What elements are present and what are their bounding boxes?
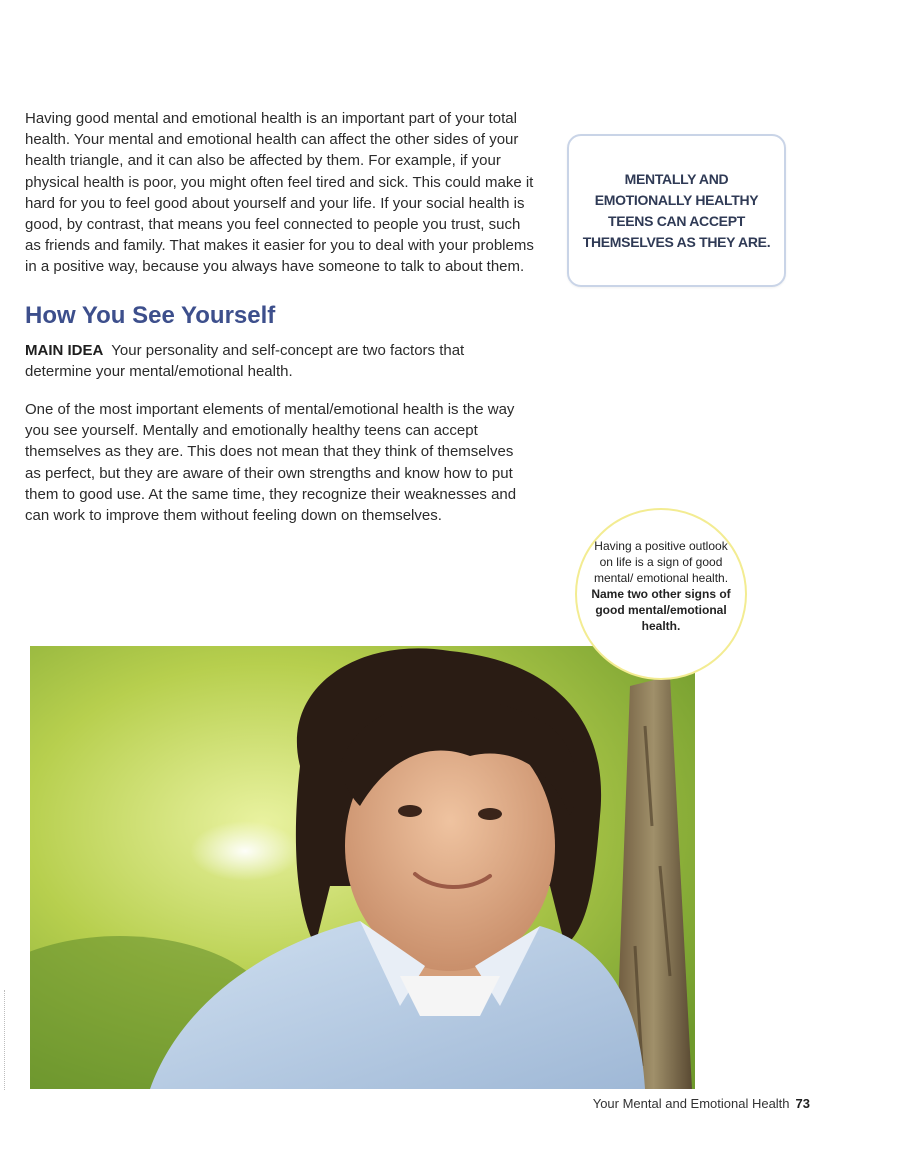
- teen-photo: [30, 646, 695, 1089]
- page-number: 73: [795, 1096, 810, 1111]
- photo-credit-rule: [4, 990, 11, 1090]
- intro-paragraph: Having good mental and emotional health is an important part of your total health. Your mental and emotional health can affect the other sides of your health triangle, and it can also be affected by them. For example, if your physical health is poor, you might often feel tired and sick. This could make it hard for you to feel good about yourself and your life. If your social health is good, by contrast, that means you feel connected to people you trust, such as friends and family. That makes it easier for you to deal with your problems in a positive way, because you always have someone to talk to about them.: [25, 110, 534, 276]
- caption-question: Name two other signs of good mental/emotional health.: [591, 587, 731, 633]
- page-footer: [593, 1096, 810, 1111]
- main-idea-label: MAIN IDEA: [25, 342, 104, 359]
- main-idea: [25, 340, 525, 382]
- pull-quote-text: MENTALLY AND EMOTIONALLY HEALTHY TEENS CAN ACCEPT THEMSELVES AS THEY ARE.: [582, 170, 771, 250]
- pull-quote-callout: [567, 134, 786, 287]
- photo-caption-bubble: [575, 508, 747, 680]
- section-heading: How You See Yourself: [25, 302, 276, 329]
- main-idea-text: Your personality and self-concept are two factors that determine your mental/emotional health.: [25, 342, 465, 380]
- footer-chapter-title: Your Mental and Emotional Health: [592, 1096, 790, 1111]
- photo-caption: [586, 538, 736, 634]
- body-paragraph: One of the most important elements of mental/emotional health is the way you see yourself. Mentally and emotionally healthy teens can accept themselves as they are. This does not mean that they think of themselves as perfect, but they are aware of their own strengths and know how to put them to good use. At the same time, they recognize their weaknesses and can work to improve them without feeling down on themselves.: [25, 401, 517, 525]
- caption-statement: Having a positive outlook on life is a sign of good mental/ emotional health.: [593, 539, 729, 585]
